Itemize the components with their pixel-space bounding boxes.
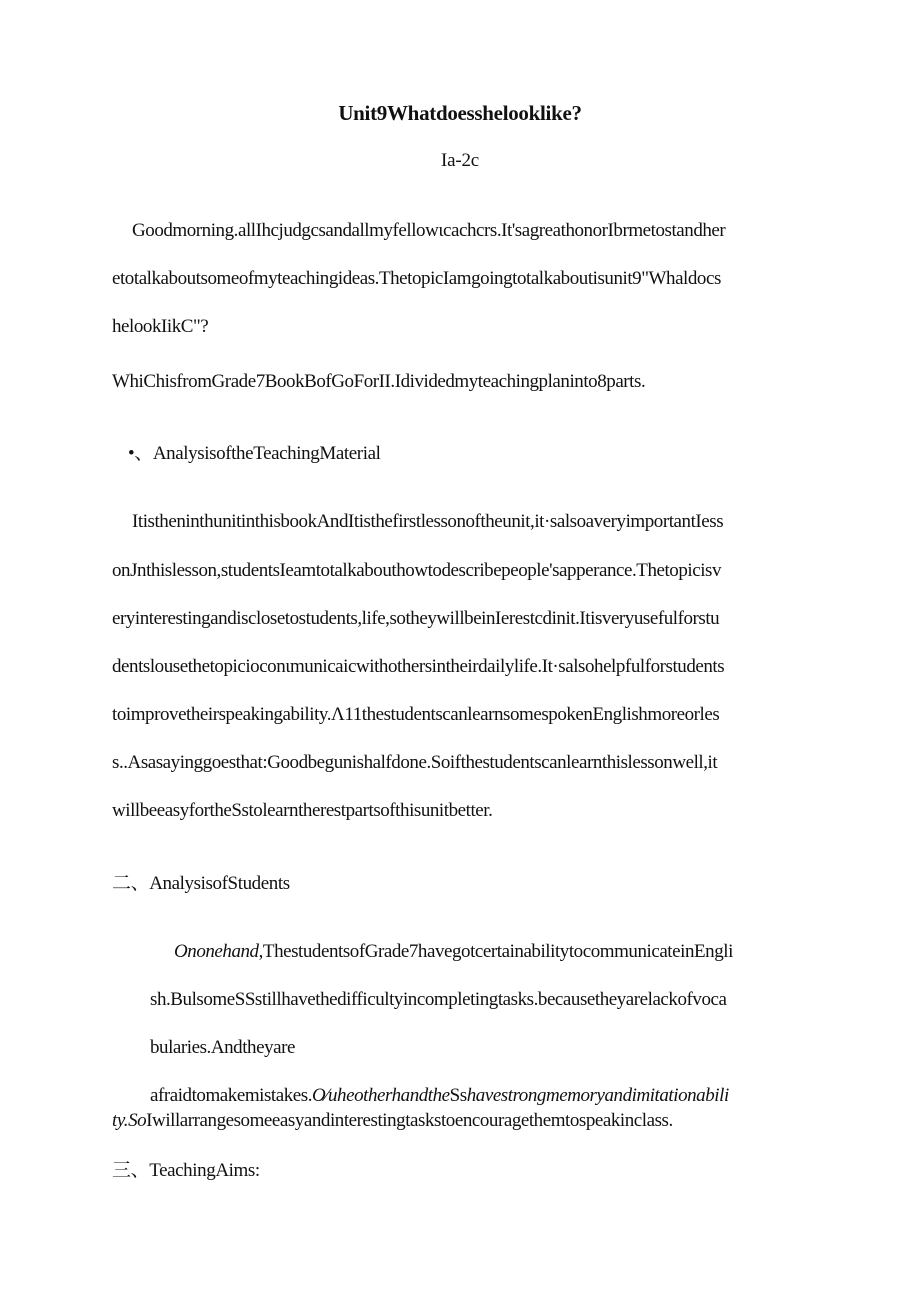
paragraph-line [174, 942, 733, 961]
italic-phrase: havestrongmemoryandimitationabili [466, 1085, 729, 1106]
section-heading-teaching-material: •、AnalysisoftheTeachingMaterial [128, 443, 381, 464]
paragraph-line: s..Asasayinggoesthat:Goodbegunishalfdone.Soifthestudentscanlearnthislessonwell,it [112, 752, 718, 773]
intro-line: Goodmorning.allIhcjudgcsandallmyfellowιcachcrs.It'sagreathonorIbrmetostandher [132, 220, 726, 241]
paragraph-line: eryinterestingandisclosetostudents,life,sotheywillbeinIerestcdinit.Itisveryusefulforstu [112, 608, 720, 629]
section-heading-students: 二、AnalysisofStudents [112, 873, 290, 894]
document-subtitle: Ia-2c [440, 150, 480, 171]
paragraph-line: bularies.Andtheyare [150, 1037, 295, 1058]
italic-phrase: O∕uheotherhandthe [312, 1085, 450, 1106]
italic-phrase: Ononehand [174, 941, 259, 962]
paragraph-line: sh.BulsomeSSstillhavethedifficultyincompletingtasks.becausetheyarelackofvoca [150, 989, 727, 1010]
paragraph-line [150, 1086, 729, 1105]
text-run: Iwillarrangesomeeasyandinterestingtaskstoencouragethemtospeakinclass. [146, 1110, 673, 1131]
paragraph-line: onJnthislesson,studentsIeamtotalkabouthowtodescribepeople'sapperance.Thetopicisv [112, 560, 722, 581]
text-run: afraidtomakemistakes. [150, 1085, 313, 1106]
section-heading-teaching-aims: 三、TeachingAims: [112, 1160, 260, 1181]
paragraph-line: ItistheninthunitinthisbookAndItisthefirstlessonoftheunit,it·salsoaveryimportantIess [132, 511, 724, 532]
intro-line: etotalkaboutsomeofmyteachingideas.ThetopicIamgoingtotalkaboutisunit9"Whaldocs [112, 268, 721, 289]
intro-line: WhiChisfromGrade7BookBofGoForII.Idividedmyteachingplaninto8parts. [112, 371, 646, 392]
paragraph-line: toimprovetheirspeakingability.Λ11thestudentscanlearnsomespokenEnglishmoreorles [112, 704, 720, 725]
text-run: Ss [449, 1085, 467, 1106]
paragraph-line [112, 1111, 673, 1130]
document-title: Unit9Whatdoesshelooklike? [338, 101, 582, 125]
intro-line: helookIikC"? [112, 316, 209, 337]
paragraph-line: dentslousethetopicioconιmunicaicwithothersintheirdailylife.It·salsohelpfulforstudents [112, 656, 725, 677]
text-run: ,ThestudentsofGrade7havegotcertainabilitytocommunicateinEngli [258, 941, 733, 962]
paragraph-line: willbeeasyfortheSstolearntherestpartsofthisunitbetter. [112, 800, 493, 821]
italic-phrase: ty.So [112, 1110, 147, 1131]
